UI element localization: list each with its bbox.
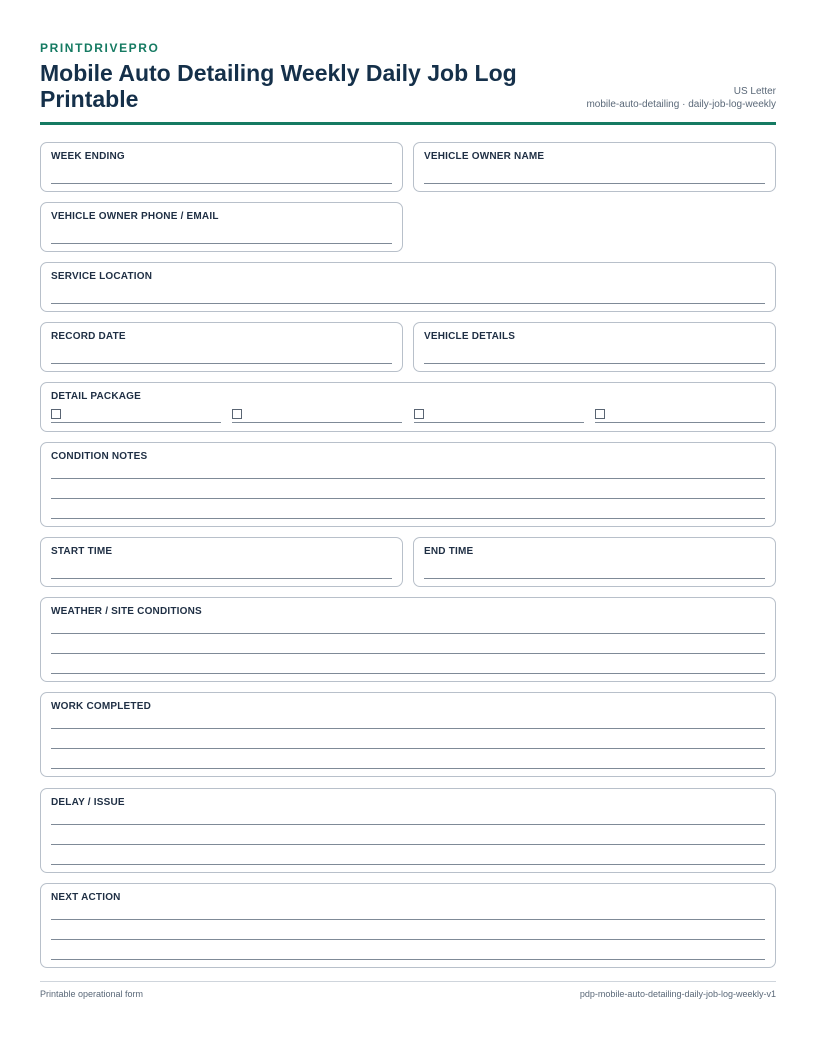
document-meta <box>586 85 776 111</box>
next-action-field[interactable] <box>40 883 776 968</box>
weather-site-label: WEATHER / SITE CONDITIONS <box>51 606 202 617</box>
week-ending-label: WEEK ENDING <box>51 151 125 162</box>
next-action-line[interactable] <box>51 919 765 920</box>
vehicle-details-line[interactable] <box>424 363 765 364</box>
start-time-field[interactable] <box>40 537 403 587</box>
condition-notes-label: CONDITION NOTES <box>51 451 148 462</box>
option-line[interactable] <box>595 422 765 423</box>
checkbox-icon[interactable] <box>595 409 605 419</box>
delay-issue-line[interactable] <box>51 844 765 845</box>
option-line[interactable] <box>232 422 402 423</box>
detail-package-label: DETAIL PACKAGE <box>51 391 142 402</box>
document-slug: mobile-auto-detailing · daily-job-log-weekly <box>586 99 776 110</box>
condition-notes-line[interactable] <box>51 518 765 519</box>
record-date-field[interactable] <box>40 322 403 372</box>
work-completed-line[interactable] <box>51 768 765 769</box>
weather-site-field[interactable] <box>40 597 776 682</box>
vehicle-owner-name-label: VEHICLE OWNER NAME <box>424 151 545 162</box>
delay-issue-label: DELAY / ISSUE <box>51 797 125 808</box>
vehicle-owner-name-field[interactable] <box>413 142 776 192</box>
weather-site-line[interactable] <box>51 633 765 634</box>
delay-issue-line[interactable] <box>51 824 765 825</box>
week-ending-line[interactable] <box>51 183 392 184</box>
service-location-line[interactable] <box>51 303 765 304</box>
option-line[interactable] <box>51 422 221 423</box>
condition-notes-line[interactable] <box>51 478 765 479</box>
detail-package-option[interactable] <box>232 407 402 423</box>
start-time-label: START TIME <box>51 546 113 557</box>
detail-package-option[interactable] <box>414 407 584 423</box>
work-completed-line[interactable] <box>51 728 765 729</box>
end-time-label: END TIME <box>424 546 474 557</box>
delay-issue-field[interactable] <box>40 788 776 873</box>
delay-issue-line[interactable] <box>51 864 765 865</box>
footer-form-id: pdp-mobile-auto-detailing-daily-job-log-weekly-v1 <box>579 989 776 999</box>
option-line[interactable] <box>414 422 584 423</box>
record-date-label: RECORD DATE <box>51 331 126 342</box>
condition-notes-line[interactable] <box>51 498 765 499</box>
next-action-line[interactable] <box>51 939 765 940</box>
work-completed-line[interactable] <box>51 748 765 749</box>
checkbox-icon[interactable] <box>51 409 61 419</box>
vehicle-owner-name-line[interactable] <box>424 183 765 184</box>
detail-package-field[interactable] <box>40 382 776 432</box>
vehicle-owner-contact-line[interactable] <box>51 243 392 244</box>
vehicle-details-label: VEHICLE DETAILS <box>424 331 516 342</box>
detail-package-option[interactable] <box>595 407 765 423</box>
end-time-field[interactable] <box>413 537 776 587</box>
end-time-line[interactable] <box>424 578 765 579</box>
weather-site-line[interactable] <box>51 673 765 674</box>
record-date-line[interactable] <box>51 363 392 364</box>
footer-rule <box>40 981 776 982</box>
page-title: Mobile Auto Detailing Weekly Daily Job Log Printable <box>40 60 517 112</box>
work-completed-label: WORK COMPLETED <box>51 701 152 712</box>
detail-package-option[interactable] <box>51 407 221 423</box>
week-ending-field[interactable] <box>40 142 403 192</box>
next-action-label: NEXT ACTION <box>51 892 121 903</box>
service-location-field[interactable] <box>40 262 776 312</box>
service-location-label: SERVICE LOCATION <box>51 271 153 282</box>
next-action-line[interactable] <box>51 959 765 960</box>
vehicle-owner-contact-label: VEHICLE OWNER PHONE / EMAIL <box>51 211 219 222</box>
footer-left-text: Printable operational form <box>40 989 144 999</box>
condition-notes-field[interactable] <box>40 442 776 527</box>
start-time-line[interactable] <box>51 578 392 579</box>
brand-name: PRINTDRIVEPRO <box>40 41 160 55</box>
vehicle-owner-contact-field[interactable] <box>40 202 403 252</box>
weather-site-line[interactable] <box>51 653 765 654</box>
vehicle-details-field[interactable] <box>413 322 776 372</box>
paper-size: US Letter <box>733 86 776 97</box>
header-rule <box>40 122 776 125</box>
work-completed-field[interactable] <box>40 692 776 777</box>
checkbox-icon[interactable] <box>414 409 424 419</box>
checkbox-icon[interactable] <box>232 409 242 419</box>
